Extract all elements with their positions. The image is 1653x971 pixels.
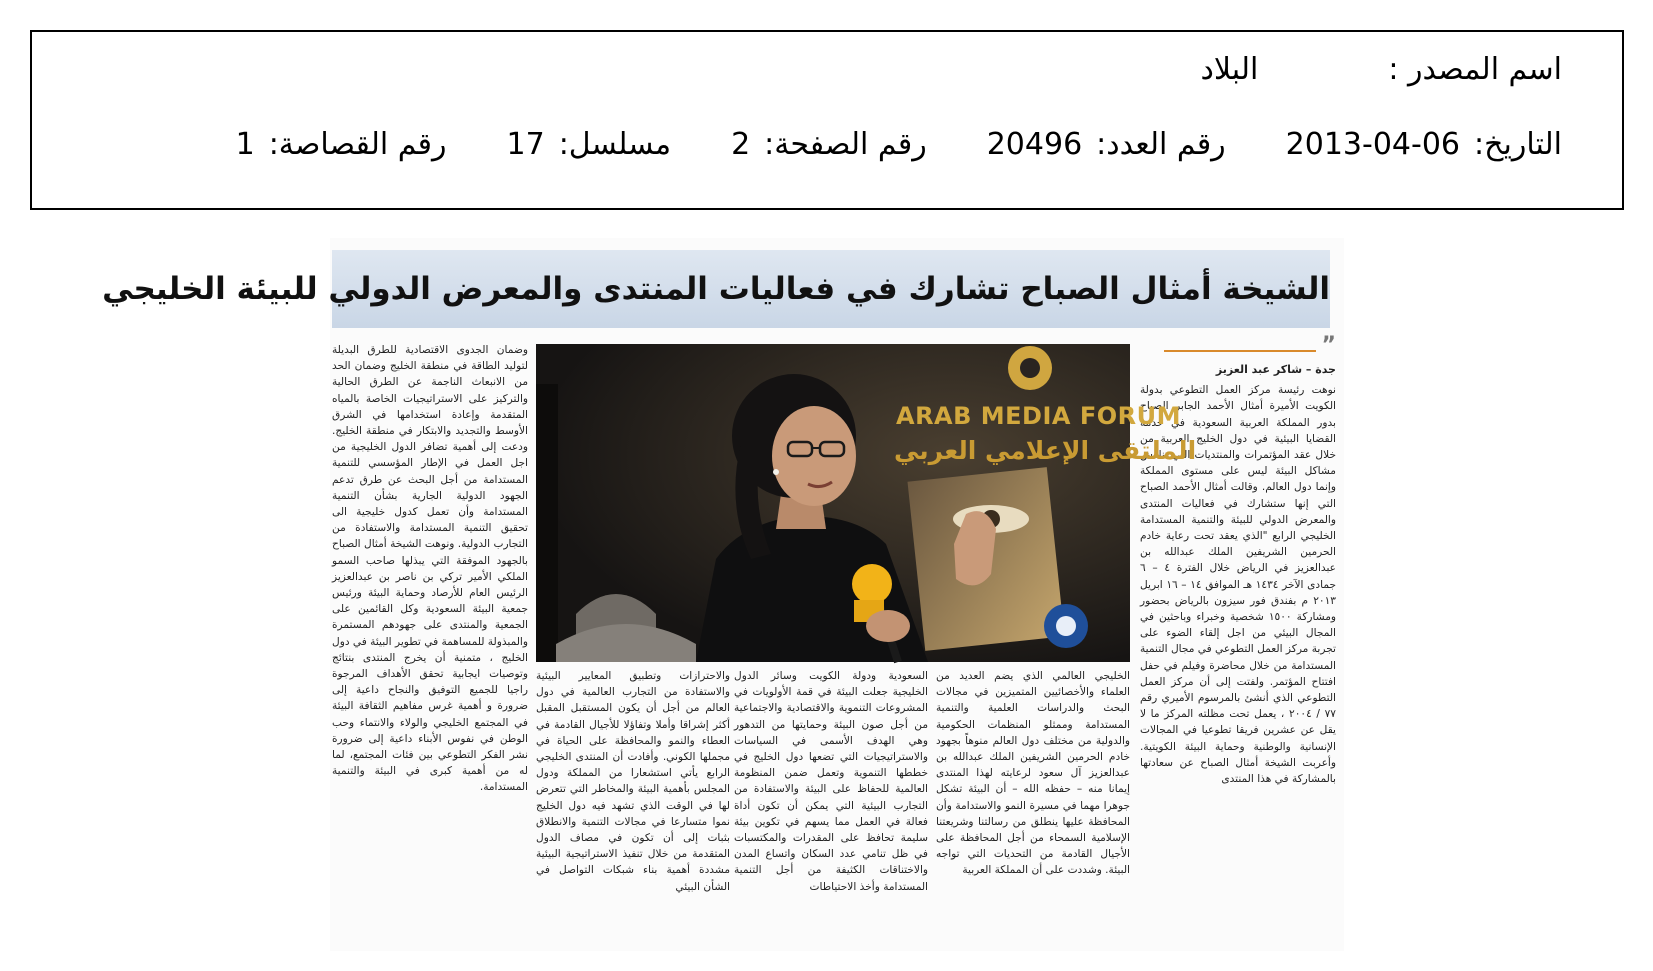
article-column-3 bbox=[734, 668, 928, 948]
accent-rule bbox=[1164, 350, 1316, 352]
article-photo bbox=[536, 344, 1197, 662]
column-1-text: نوهت رئيسة مركز العمل التطوعي بدولة الكويت الأميرة أمثال الأحمد الجابر الصباح بدور المملكة العربية السعودية في خدمة القضايا البيئية في دول الخليج العربية من خلال عقد المؤتمرات والمنتديات التي تناقش مشاكل البيئة ليس على مستوى المملكة وإنما دول العالم. وقالت أمثال الأحمد الصباح التي إنها ستشارك في فعاليات المنتدى والمعرض الدولي للبيئة والتنمية المستدامة الخليجي الرابع "الذي يعقد تحت رعاية خادم الحرمين الشريفين الملك عبدالله بن عبدالعزيز في الرياض خلال الفترة ٤ – ٦ جمادى الآخر ١٤٣٤ هـ الموافق ١٤ – ١٦ ابريل ٢٠١٣ م بفندق فور سيزون بالرياض بحضور ومشاركة ١٥٠٠ شخصية وخبراء وباحثين في المجال البيئي من اجل إلقاء الضوء على تجربة مركز العمل التطوعي في مجال التنمية المستدامة من خلال محاضرة وفيلم في حفل افتتاح المؤتمر. ولفتت إلى أن مركز العمل التطوعي الذي أنشئ بالمرسوم الأميري رقم ٧٧ / ٢٠٠٤ ، يعمل تحت مظلته المركز ما لا يقل عن عشرين فريقا تطوعيا في المجالات الإنسانية والوطنية وحماية البيئة الكويتية. وأعربت الشيخة أمثال الصباح عن سعادتها بالمشاركة في هذا المنتدى bbox=[1140, 384, 1336, 786]
photo-banner-ar: الملتقى الإعلامي العربي bbox=[894, 436, 1197, 465]
article-byline: جدة – شاكر عبد العزيز bbox=[1215, 363, 1336, 376]
page-label: رقم الصفحة: bbox=[764, 127, 927, 162]
issue-label: رقم العدد: bbox=[1096, 127, 1226, 162]
photo-illustration bbox=[536, 344, 1130, 662]
photo-banner-en: ARAB MEDIA FORUM bbox=[896, 402, 1181, 430]
article-column-2 bbox=[936, 668, 1130, 948]
clip-label: رقم القصاصة: bbox=[268, 127, 447, 162]
source-label: اسم المصدر : bbox=[1388, 52, 1562, 87]
column-4-text: والاحترازات وتطبيق المعايير البيئية والاستفادة من التجارب العالمية في دول العالم من أجل أن يكون المستقبل المقبل أكثر إشراقا وأملا وتفاؤلا للأجيال القادمة في العطاء والنمو والمحافظة على الحياة في مجملها الكوني. وأفادت أن المنتدى الخليجي الرابع يأتي استشعارا من المملكة ودول المجلس بأهمية البيئة والمخاطر التي تتعرض لها في الوقت الذي تشهد فيه دول الخليج نموا متسارعا في مجالات التنمية والانطلاق بثبات إلى أن تكون في مصاف الدول المتقدمة من خلال تنفيذ الاستراتيجية البيئية مشددة أهمية بناء شبكات التواصل في الشأن البيئي bbox=[536, 670, 730, 893]
page-value: 2 bbox=[731, 127, 751, 162]
issue-value: 20496 bbox=[986, 127, 1083, 162]
headline-banner bbox=[102, 250, 1330, 328]
column-2-text: الخليجي العالمي الذي يضم العديد من العلماء والأخصائيين المتميزين في مجالات البحث والدراسات العلمية والتنمية المستدامة وممثلو المنظمات الحكومية والدولية من مختلف دول العالم منوهاً بجهود خادم الحرمين الشريفين الملك عبدالله بن عبدالعزيز آل سعود لرعايته لهذا المنتدى إيمانا منه – حفظه الله – أن البيئة تشكل جوهرا مهما في مسيرة النمو والاستدامة وأن المحافظة عليها ينطلق من رسالتنا وشريعتنا الإسلامية السمحاء من أجل المحافظة على الأجيال القادمة من التحديات التي تواجه البيئة. وشددت على أن المملكة العربية bbox=[936, 670, 1130, 877]
serial-value: 17 bbox=[506, 127, 545, 162]
newspaper-clipping bbox=[102, 238, 1344, 951]
date-label: التاريخ: bbox=[1474, 127, 1562, 162]
microphone-icon bbox=[852, 564, 892, 604]
clip-value: 1 bbox=[235, 127, 255, 162]
column-3-text: السعودية ودولة الكويت وسائر الدول الخليجية جعلت البيئة في قمة الأولويات في المشروعات التنموية والاقتصادية والاجتماعية من أجل صون البيئة وحمايتها من التدهور وهي الهدف الأسمى في السياسات والاستراتيجيات التي تضعها دول الخليج في خططها التنموية وتعمل ضمن المنظومة العالمية للحفاظ على البيئة والاستفادة من التجارب البيئية التي يمكن أن تكون أداة فعالة في العمل مما يسهم في تكوين بيئة سليمة تحافظ على المقدرات والمكتسبات في ظل تنامي عدد السكان واتساع المدن والاختناقات الكثيفة من أجل التنمية المستدامة وأخذ الاحتياطات bbox=[734, 670, 928, 893]
source-row bbox=[1201, 52, 1562, 87]
quote-rule bbox=[1140, 333, 1336, 362]
quote-mark-icon: ” bbox=[1321, 333, 1336, 358]
clipping-metadata-box bbox=[30, 30, 1624, 210]
source-value: البلاد bbox=[1200, 52, 1259, 87]
column-5-text: وضمان الجدوى الاقتصادية للطرق البديلة لتوليد الطاقة في منطقة الخليج وضمان الحد من الانبعاث الناجمة عن الطرق الحالية والتركيز على الاستراتيجيات الخاصة بالمياه المتقدمة وإعادة استخدامها في الشرق الأوسط والتجديد والابتكار في منطقة الخليج. ودعت إلى أهمية تضافر الدول الخليجية من اجل العمل في الإطار المؤسسي للتنمية المستدامة من أجل البحث عن طرق تدعم الجهود الدولية الجارية بشأن التنمية المستدامة وأن تعمل كدول خليجية الى تحقيق التنمية المستدامة والاستفادة من التجارب الدولية. ونوهت الشيخة أمثال الصباح بالجهود الموفقة التي يبذلها صاحب السمو الملكي الأمير تركي بن ناصر بن عبدالعزيز الرئيس العام للأرصاد وحماية البيئة ورئيس جمعية البيئة السعودية وكل القائمين على الجمعية والمنتدى على جهودهم المستمرة والمبذولة للمساهمة في تطوير البيئة في دول الخليج ، متمنية أن يخرج المنتدى بنتائج وتوصيات ايجابية تحقق الأهداف المرجوة راجيا للجميع التوفيق والنجاح داعية إلى ضرورة و أهمية غرس مفاهيم الثقافة البيئة في المجتمع الخليجي والولاء والانتماء وحب الوطن في نفوس الأبناء داعية إلى ضرورة نشر الفكر التطوعي بين فئات المجتمع، لما له من أهمية كبرى في البيئة والتنمية المستدامة. bbox=[332, 344, 528, 794]
date-value: 2013-04-06 bbox=[1285, 127, 1461, 162]
article-column-1 bbox=[1140, 333, 1336, 942]
serial-label: مسلسل: bbox=[558, 127, 672, 162]
article-column-5 bbox=[332, 342, 528, 942]
details-row bbox=[236, 127, 1562, 162]
article-column-4 bbox=[536, 668, 730, 948]
article-headline: الشيخة أمثال الصباح تشارك في فعاليات المنتدى والمعرض الدولي للبيئة الخليجي bbox=[102, 271, 1330, 307]
